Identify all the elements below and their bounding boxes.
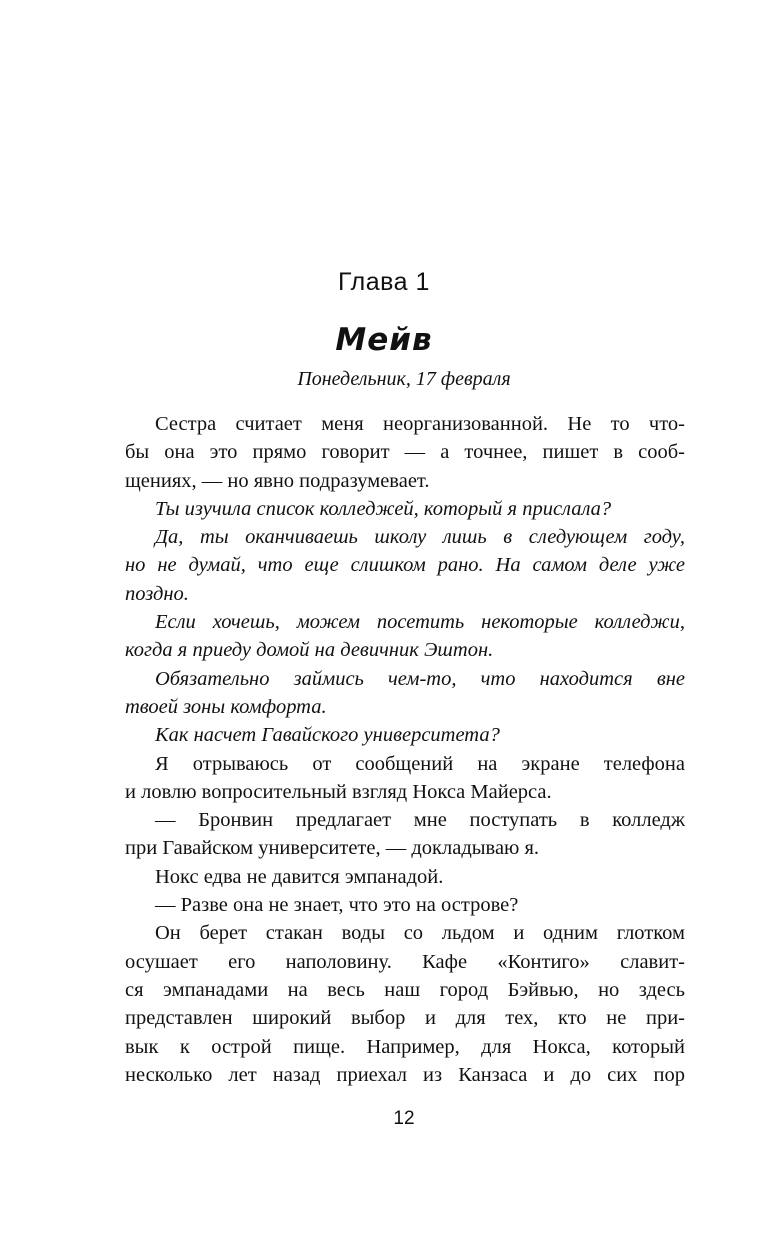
text-line: осушает его наполовину. Кафе «Контиго» славит- xyxy=(125,950,685,973)
date-subheading: Понедельник, 17 февраля xyxy=(297,368,511,390)
text-line: Если хочешь, можем посетить некоторые колледжи, xyxy=(155,611,685,634)
text-line: Обязательно займись чем-то, что находится вне xyxy=(155,667,685,690)
text-line: Он берет стакан воды со льдом и одним глотком xyxy=(155,922,685,945)
text-line: представлен широкий выбор и для тех, кто не при- xyxy=(125,1007,685,1030)
character-name-heading: Мейв xyxy=(335,322,433,358)
chapter-title: Глава 1 xyxy=(338,268,430,296)
text-line: — Бронвин предлагает мне поступать в колледж xyxy=(155,809,685,832)
text-line: твоей зоны комфорта. xyxy=(125,695,327,718)
text-line: Как насчет Гавайского университета? xyxy=(155,724,500,747)
text-line: когда я приеду домой на девичник Эштон. xyxy=(125,639,494,662)
text-line: при Гавайском университете, — докладываю я. xyxy=(125,837,540,860)
text-line: щениях, — но явно подразумевает. xyxy=(125,469,430,492)
text-line: но не думай, что еще слишком рано. На самом деле уже xyxy=(125,554,685,577)
text-line: — Разве она не знает, что это на острове? xyxy=(155,894,519,917)
text-line: несколько лет назад приехал из Канзаса и до сих пор xyxy=(125,1063,685,1086)
text-line: бы она это прямо говорит — а точнее, пишет в сооб- xyxy=(125,441,685,464)
text-line: ся эмпанадами на весь наш город Бэйвью, но здесь xyxy=(125,978,685,1001)
page-number: 12 xyxy=(393,1108,415,1129)
text-line: и ловлю вопросительный взгляд Нокса Майерса. xyxy=(125,780,552,803)
text-line: Нокс едва не давится эмпанадой. xyxy=(155,865,444,888)
text-line: Ты изучила список колледжей, который я прислала? xyxy=(155,497,612,520)
text-line: поздно. xyxy=(125,582,189,605)
body-text xyxy=(125,410,685,1089)
text-line: Да, ты оканчиваешь школу лишь в следующем году, xyxy=(155,526,685,549)
text-line: вык к острой пище. Например, для Нокса, который xyxy=(125,1035,685,1058)
text-line: Сестра считает меня неорганизованной. Не то что- xyxy=(155,413,685,435)
text-line: Я отрываюсь от сообщений на экране телефона xyxy=(155,752,685,775)
